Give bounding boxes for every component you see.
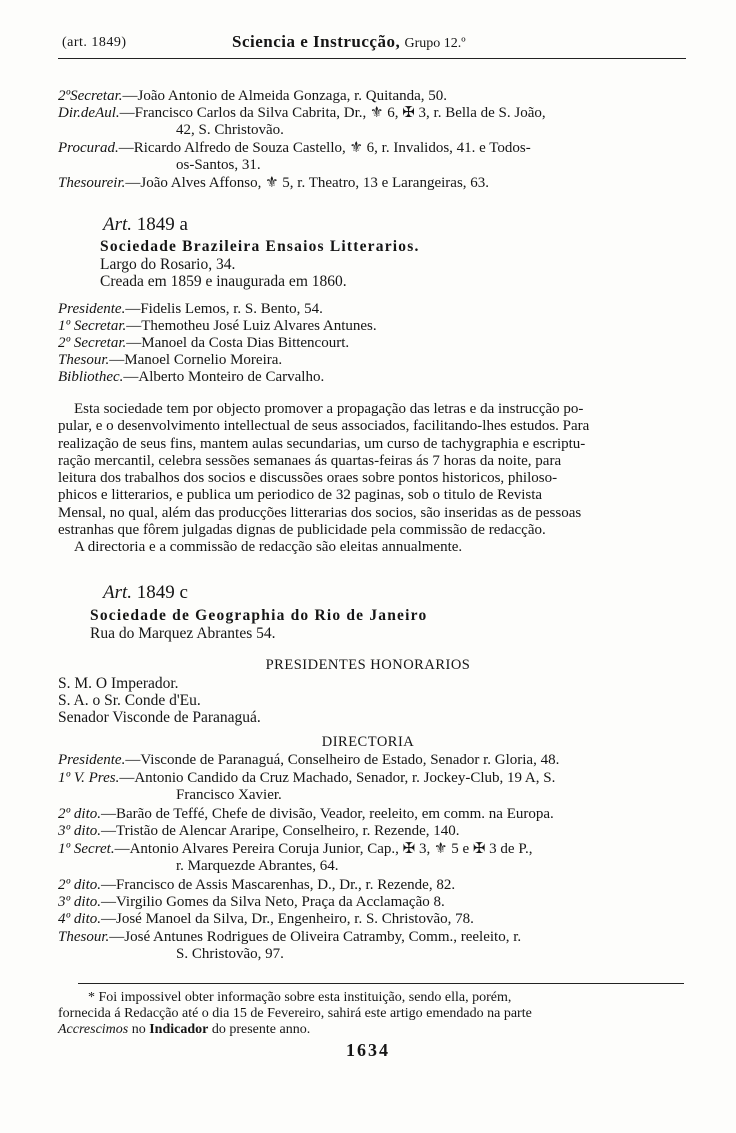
article-number: 1849 c [136, 582, 188, 603]
paragraph-line: leitura dos trabalhos dos socios e discussões oraes sobre pontos historicos, philoso- [58, 470, 558, 487]
article-heading [103, 216, 188, 234]
officer-entry [58, 911, 694, 928]
officer-entry [58, 105, 694, 139]
officer-entry [58, 301, 694, 318]
officer-role: Presidente. [58, 301, 126, 317]
officer-role: Bibliothec. [58, 369, 124, 385]
officer-role: 2º Secretar. [58, 335, 127, 351]
officer-text: —José Antunes Rodrigues de Oliveira Catramby, Comm., reeleito, r. [109, 929, 522, 945]
honorary-member: S. A. o Sr. Conde d'Eu. [58, 692, 201, 709]
header-group: Grupo 12.º [404, 36, 466, 51]
officer-role: 2ºSecretar. [58, 88, 123, 104]
officer-entry [58, 335, 694, 352]
header-title [232, 33, 466, 53]
officer-entry [58, 140, 694, 174]
article-number: 1849 a [136, 214, 188, 235]
officer-role: 1º Secret. [58, 841, 115, 857]
footnote-italic: Accrescimos [58, 1022, 129, 1037]
society-description [58, 401, 690, 557]
officer-text: —João Alves Affonso, ⚜ 5, r. Theatro, 13 e Larangeiras, 63. [125, 175, 490, 191]
footnote-bold: Indicador [149, 1022, 209, 1037]
footnote-text: do presente anno. [208, 1022, 311, 1037]
officer-text: —Alberto Monteiro de Carvalho. [123, 369, 325, 385]
officer-role: Thesour. [58, 352, 110, 368]
officer-text: —Fidelis Lemos, r. S. Bento, 54. [125, 301, 323, 317]
paragraph-line: ração mercantil, celebra sessões semanaes ás quartas-feiras ás 7 horas da noite, para [58, 452, 562, 469]
paragraph-line: phicos e litterarios, e publica um periodico de 32 paginas, sob o titulo de Revista [58, 487, 543, 504]
officer-entry [58, 929, 694, 963]
footnote-line: fornecida á Redacção até o dia 15 de Fevereiro, sahirá este artigo emendado na parte [58, 1006, 532, 1021]
officer-text: —Virgilio Gomes da Silva Neto, Praça da Acclamação 8. [101, 894, 445, 910]
officer-role: 2º dito. [58, 806, 101, 822]
officer-text: —Visconde de Paranaguá, Conselheiro de Estado, Senador r. Gloria, 48. [125, 752, 560, 768]
officer-role: Thesoureir. [58, 175, 126, 191]
header-art-ref: (art. 1849) [62, 35, 127, 50]
officer-entry [58, 369, 694, 386]
officer-role: 3º dito. [58, 823, 101, 839]
officer-text-cont: r. Marquezde Abrantes, 64. [176, 858, 339, 874]
officer-entry [58, 877, 694, 894]
society-name: Sociedade de Geographia do Rio de Janeiro [90, 607, 428, 624]
officer-role: Procurad. [58, 140, 119, 156]
officer-text: —João Antonio de Almeida Gonzaga, r. Quitanda, 50. [122, 88, 448, 104]
footnote [58, 990, 694, 1038]
paragraph-line: Esta sociedade tem por objecto promover a propagação das letras e da instrucção po- [74, 401, 584, 417]
officer-text: —Ricardo Alfredo de Souza Castello, ⚜ 6, r. Invalidos, 41. e Todos- [118, 140, 531, 156]
paragraph-line: Mensal, no qual, além das producções litterarias dos socios, são inseridas as de pessoas [58, 504, 582, 521]
article-label: Art. [103, 214, 133, 235]
officer-text: —Francisco de Assis Mascarenhas, D., Dr., r. Rezende, 82. [101, 877, 456, 893]
officer-text-cont: os-Santos, 31. [176, 157, 261, 173]
officer-text: —Antonio Candido da Cruz Machado, Senador, r. Jockey-Club, 19 A, S. [119, 770, 556, 786]
article-label: Art. [103, 582, 133, 603]
paragraph-line: pular, e o desenvolvimento intellectual de seus associados, facilitando-lhes estudos. Para [58, 418, 590, 435]
officer-role: Dir.deAul. [58, 105, 120, 121]
footnote-rule [78, 983, 684, 984]
paragraph-line: realização de seus fins, mantem aulas secundarias, um curso de tachygraphia e escriptu- [58, 435, 586, 452]
officer-entry [58, 352, 694, 369]
officer-role: 1º Secretar. [58, 318, 127, 334]
officer-text-cont: Francisco Xavier. [176, 787, 282, 803]
honorary-member: S. M. O Imperador. [58, 675, 179, 692]
officer-text-cont: S. Christovão, 97. [176, 946, 284, 962]
officer-entry [58, 841, 694, 875]
officer-role: 2º dito. [58, 877, 101, 893]
officer-text: —Themotheu José Luiz Alvares Antunes. [126, 318, 377, 334]
running-header [62, 34, 678, 54]
officer-role: 4º dito. [58, 911, 101, 927]
article-heading [103, 584, 188, 602]
footnote-line: * Foi impossivel obter informação sobre esta instituição, sendo ella, porém, [88, 990, 512, 1005]
header-rule [58, 58, 686, 59]
officer-entry [58, 752, 694, 769]
officer-text: —Manoel Cornelio Moreira. [109, 352, 283, 368]
officer-entry [58, 894, 694, 911]
paragraph-line: estranhas que fôrem julgadas dignas de publicidade pela commissão de redacção. [58, 522, 546, 539]
officer-entry [58, 806, 694, 823]
officer-role: Presidente. [58, 752, 126, 768]
society-founded: Creada em 1859 e inaugurada em 1860. [100, 273, 347, 290]
officer-text: —José Manoel da Silva, Dr., Engenheiro, r. S. Christovão, 78. [101, 911, 474, 927]
honorary-member: Senador Visconde de Paranaguá. [58, 709, 261, 726]
officer-entry [58, 823, 694, 840]
page-number: 1634 [346, 1040, 390, 1060]
officer-entry [58, 318, 694, 335]
footnote-text: no [128, 1022, 150, 1037]
society-name: Sociedade Brazileira Ensaios Litterarios. [100, 238, 420, 255]
directory-heading: DIRECTORIA [321, 734, 415, 750]
society-address: Largo do Rosario, 34. [100, 256, 236, 273]
officer-role: 3º dito. [58, 894, 101, 910]
officer-text: —Manoel da Costa Dias Bittencourt. [126, 335, 350, 351]
officer-role: Thesour. [58, 929, 110, 945]
officer-entry [58, 88, 694, 105]
officer-text: —Francisco Carlos da Silva Cabrita, Dr., ⚜ 6, ✠ 3, r. Bella de S. João, [119, 105, 546, 121]
paragraph-line: A directoria e a commissão de redacção são eleitas annualmente. [74, 539, 463, 556]
footnote-line [58, 1022, 694, 1038]
society-address: Rua do Marquez Abrantes 54. [90, 625, 276, 642]
officer-entry [58, 770, 694, 804]
officer-text: —Tristão de Alencar Araripe, Conselheiro, r. Rezende, 140. [101, 823, 460, 839]
honorary-heading: PRESIDENTES HONORARIOS [265, 657, 471, 673]
officer-text-cont: 42, S. Christovão. [176, 122, 284, 138]
officer-entry [58, 175, 694, 192]
officer-text: —Barão de Teffé, Chefe de divisão, Veador, reeleito, em comm. na Europa. [101, 806, 554, 822]
header-section-title: Sciencia e Instrucção, [232, 32, 401, 51]
officer-role: 1º V. Pres. [58, 770, 120, 786]
officer-text: —Antonio Alvares Pereira Coruja Junior, Cap., ✠ 3, ⚜ 5 e ✠ 3 de P., [114, 841, 533, 857]
